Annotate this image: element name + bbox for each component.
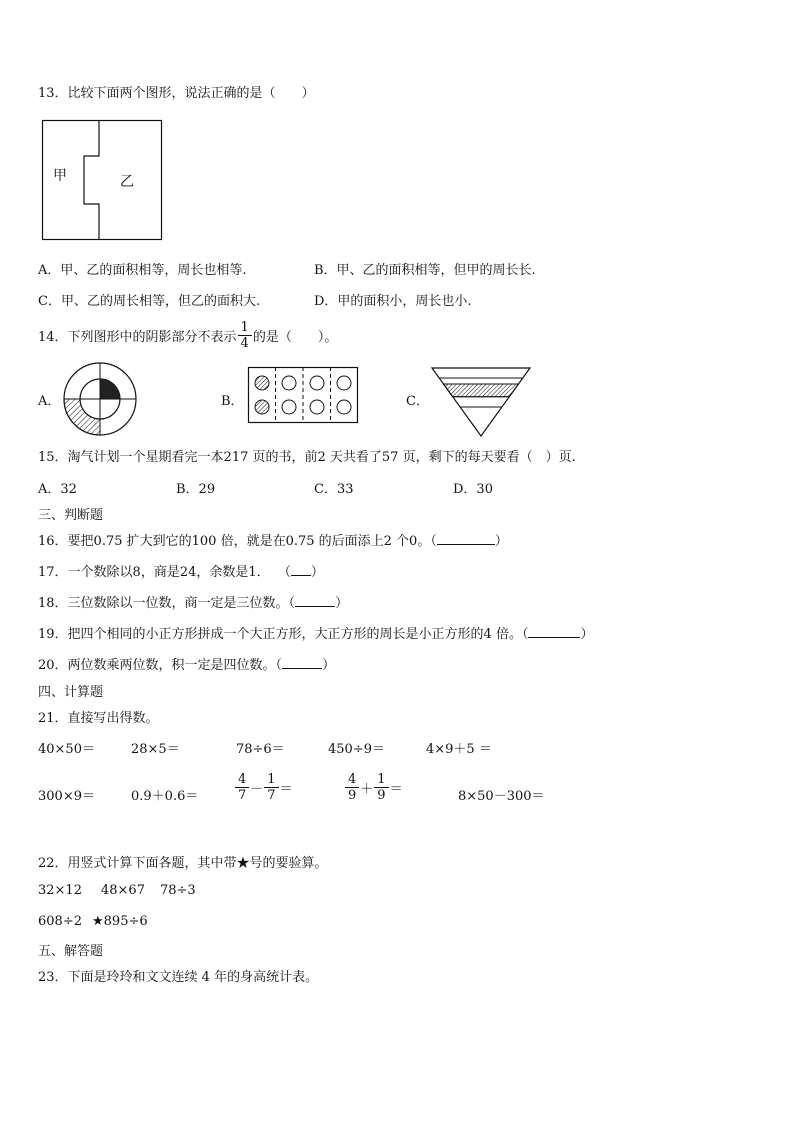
q14-figure-b-grid[interactable] [248,367,358,423]
q21-expr-9 [344,772,403,803]
q19-paren-right: ） [580,627,594,642]
q21-expr-1: 40×50＝ [38,742,95,757]
q21-stem: 21．直接写出得数。 [38,711,159,726]
q15-stem: 15．淘气计划一个星期看完一本217 页的书，前2 天共看了57 页，剩下的每天要看（ ）页. [38,450,576,465]
q21-fraction [264,772,278,803]
q17-text: 17．一个数除以8，商是24，余数是1． [38,565,270,580]
q18-item [38,592,348,611]
q21-operator: － [250,782,264,797]
q21-fraction [235,772,249,803]
q21-expr-7: 0.9＋0.6＝ [131,789,199,804]
q13-stem: 13．比较下面两个图形，说法正确的是（ ） [38,86,315,101]
q13-option-d[interactable]: D．甲的面积小，周长也小. [314,294,472,309]
q15-option-c[interactable]: C．33 [314,482,354,497]
q21-frac-num: 1 [374,772,388,788]
section-5-heading: 五、解答题 [38,944,104,959]
q21-expr-8 [234,772,293,803]
q18-text: 18．三位数除以一位数，商一定是三位数。 [38,596,289,611]
q21-expr-3: 78÷6＝ [236,742,285,757]
q13-option-c[interactable]: C．甲、乙的周长相等，但乙的面积大. [38,294,261,309]
q17-answer-blank[interactable] [291,563,311,576]
q14-stem-post: 的是（ ）。 [252,330,338,345]
q23-stem: 23．下面是玲玲和文文连续 4 年的身高统计表。 [38,970,319,985]
q18-paren-left: （ [288,596,296,611]
q14-label-b[interactable]: B． [221,394,244,409]
q15-option-d[interactable]: D．30 [453,482,493,497]
section-3-heading: 三、判断题 [38,508,104,523]
q18-answer-blank[interactable] [295,594,335,607]
q16-item [38,530,508,549]
q13-option-b[interactable]: B．甲、乙的面积相等，但甲的周长长. [314,263,536,278]
q20-paren-left: （ [275,658,283,673]
q14-figure-a-circles[interactable] [62,361,138,437]
figure-label-jia: 甲 [53,168,67,184]
q17-paren-right: ） [310,565,324,580]
q21-expr-5: 4×9＋5 ＝ [426,742,492,757]
q16-answer-blank[interactable] [437,532,495,545]
q20-paren-right: ） [322,658,336,673]
q14-frac-den: 4 [240,336,249,351]
q22-expr-2: 48×67 [101,883,145,898]
q21-frac-num: 4 [345,772,359,788]
q19-answer-blank[interactable] [528,625,580,638]
q22-expr-3: 78÷3 [160,883,196,898]
q21-frac-den: 7 [238,788,247,803]
figure-label-yi: 乙 [120,174,134,190]
q17-paren-left: （ [277,565,291,580]
q14-fraction [238,320,252,351]
q14-label-c[interactable]: C． [406,394,429,409]
q13-option-a[interactable]: A．甲、乙的面积相等，周长也相等. [38,263,247,278]
q14-figure-c-triangle[interactable] [431,367,531,437]
section-4-heading: 四、计算题 [38,685,104,700]
q16-paren-right: ） [494,534,508,549]
q20-answer-blank[interactable] [282,656,322,669]
q14-stem-pre: 14．下列图形中的阴影部分不表示 [38,330,237,345]
q17-item [38,561,324,580]
q21-expr-6: 300×9＝ [38,789,95,804]
q14-stem [38,320,337,351]
q21-frac-den: 9 [377,788,386,803]
q21-operator: ＋ [360,782,374,797]
q22-expr-5: ★895÷6 [92,914,148,929]
q21-frac-den: 9 [348,788,357,803]
q19-text: 19．把四个相同的小正方形拼成一个大正方形，大正方形的周长是小正方形的4 倍。 [38,627,522,642]
q21-frac-num: 4 [235,772,249,788]
q21-fraction [345,772,359,803]
q19-paren-left: （ [521,627,529,642]
q21-expr-2: 28×5＝ [131,742,180,757]
q15-option-b[interactable]: B．29 [176,482,216,497]
q16-text: 16．要把0.75 扩大到它的100 倍，就是在0.75 的后面添上2 个0。 [38,534,431,549]
q21-expr-4: 450÷9＝ [328,742,385,757]
q21-frac-den: 7 [267,788,276,803]
q16-paren-left: （ [430,534,437,549]
q21-expr-10: 8×50－300＝ [458,789,545,804]
q22-stem: 22．用竖式计算下面各题，其中带★号的要验算。 [38,856,328,871]
q20-item [38,654,335,673]
q21-equals: ＝ [389,782,403,797]
q14-label-a[interactable]: A． [38,394,61,409]
q19-item [38,623,593,642]
q21-fraction [374,772,388,803]
q21-equals: ＝ [279,782,293,797]
q22-expr-4: 608÷2 [38,914,82,929]
q22-expr-1: 32×12 [38,883,82,898]
q21-frac-num: 1 [264,772,278,788]
q20-text: 20．两位数乘两位数，积一定是四位数。 [38,658,276,673]
q14-frac-num: 1 [238,320,252,336]
q15-option-a[interactable]: A．32 [38,482,77,497]
q18-paren-right: ） [335,596,349,611]
